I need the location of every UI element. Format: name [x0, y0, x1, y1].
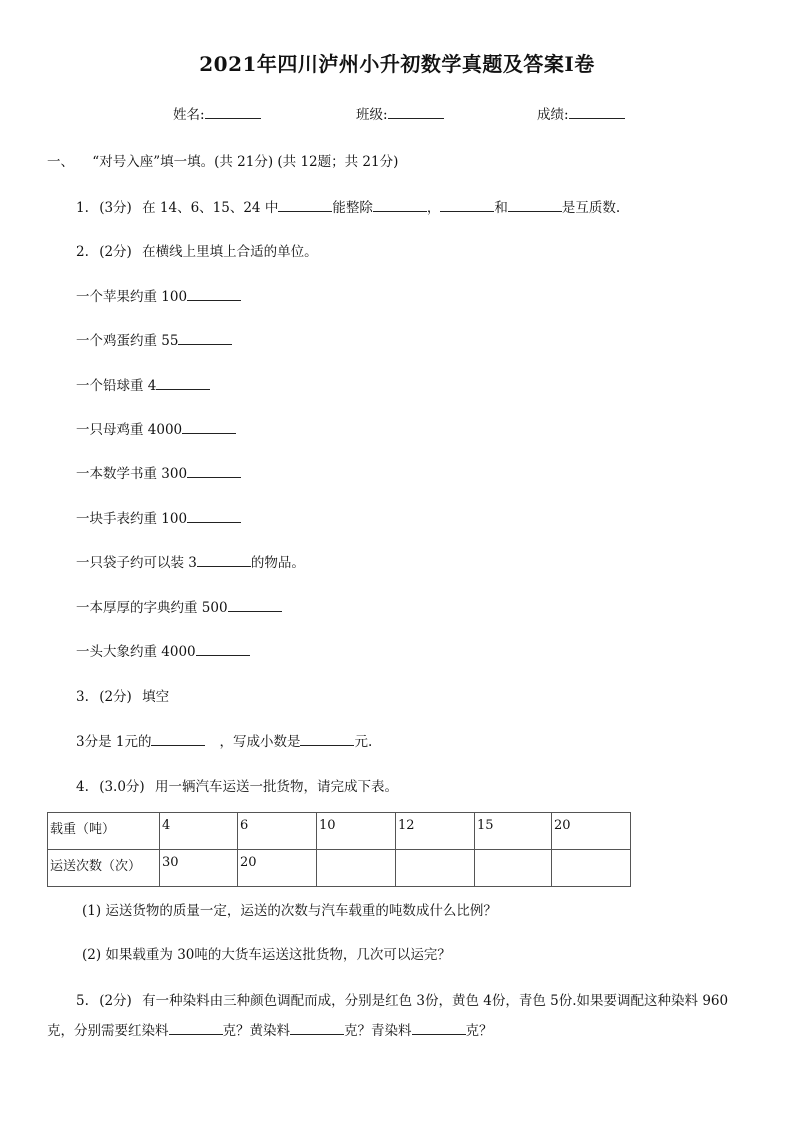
section-number: 一、	[47, 154, 74, 170]
question-number: 3.	[76, 689, 89, 705]
table-cell	[475, 850, 552, 887]
list-item	[76, 374, 210, 394]
question-text: 克？	[465, 1023, 493, 1039]
list-item	[76, 551, 305, 571]
question-text: 填空	[142, 689, 170, 705]
question-text: 在 14、6、15、24 中	[142, 200, 279, 216]
answer-blank	[151, 732, 205, 746]
score-blank	[569, 105, 625, 119]
answer-blank	[169, 1021, 223, 1035]
list-item	[76, 462, 241, 482]
question-text: 有一种染料由三种颜色调配而成，分别是红色 3份，黄色 4份，青色 5份.如果要调配这种染料 960	[142, 993, 729, 1009]
question-text: 是互质数.	[561, 200, 621, 216]
answer-blank	[228, 598, 282, 612]
class-field	[356, 103, 444, 123]
list-item	[76, 329, 232, 349]
item-text: 一只袋子约可以装 3	[76, 555, 197, 571]
table-cell	[552, 850, 631, 887]
question-score: (2分)	[99, 689, 132, 705]
question-number: 2.	[76, 244, 89, 260]
question-text: 克，分别需要红染料	[47, 1023, 169, 1039]
name-blank	[205, 105, 261, 119]
item-text: 一本数学书重 300	[76, 466, 188, 482]
question-score: (3分)	[99, 200, 132, 216]
answer-blank	[440, 198, 494, 212]
question-text: 在横线上里填上合适的单位。	[142, 244, 318, 260]
table-cell: 6	[238, 813, 317, 850]
answer-blank	[156, 376, 210, 390]
answer-blank	[178, 331, 232, 345]
table-cell: 运送次数（次）	[48, 850, 160, 887]
item-text: 一本厚厚的字典约重 500	[76, 600, 228, 616]
answer-blank	[196, 642, 250, 656]
answer-blank	[508, 198, 562, 212]
list-item	[76, 418, 236, 438]
fill-text: 元.	[354, 734, 373, 750]
answer-blank	[187, 287, 241, 301]
list-item	[76, 640, 250, 660]
name-field	[173, 103, 261, 123]
item-suffix: 的物品。	[250, 555, 305, 571]
question-4	[76, 775, 398, 795]
question-text: 能整除	[332, 200, 373, 216]
answer-blank	[197, 553, 251, 567]
table-cell: 4	[160, 813, 238, 850]
list-item	[76, 507, 241, 527]
item-text: 一头大象约重 4000	[76, 644, 196, 660]
list-item	[76, 596, 282, 616]
table-cell: 30	[160, 850, 238, 887]
question-score: (2分)	[99, 993, 132, 1009]
item-text: 一个苹果约重 100	[76, 289, 188, 305]
table-cell	[317, 850, 396, 887]
question-text: 克？黄染料	[222, 1023, 290, 1039]
class-label: 班级:	[356, 107, 388, 123]
question-score: (3.0分)	[99, 779, 145, 795]
question-2	[76, 240, 318, 260]
sub-question-1: (1) 运送货物的质量一定，运送的次数与汽车载重的吨数成什么比例？	[82, 903, 497, 919]
q5-continuation	[47, 1019, 493, 1039]
name-label: 姓名:	[173, 107, 205, 123]
answer-blank	[412, 1021, 466, 1035]
answer-blank	[187, 509, 241, 523]
question-text: ，	[426, 200, 441, 216]
table-row	[48, 850, 631, 887]
table-cell: 15	[475, 813, 552, 850]
question-number: 1.	[76, 200, 89, 216]
answer-blank	[290, 1021, 344, 1035]
q3-fill-line	[76, 730, 372, 750]
section-title: “对号入座”填一填。(共 21分) (共 12题；共 21分)	[92, 154, 399, 170]
table-cell: 12	[396, 813, 475, 850]
question-3	[76, 685, 169, 705]
table-cell: 载重（吨）	[48, 813, 160, 850]
question-text: 和	[494, 200, 508, 216]
answer-blank	[300, 732, 354, 746]
question-1	[76, 196, 620, 216]
item-text: 一只母鸡重 4000	[76, 422, 183, 438]
table-cell: 20	[552, 813, 631, 850]
class-blank	[388, 105, 444, 119]
fill-text: 3分是 1元的	[76, 734, 152, 750]
question-text: 克？青染料	[344, 1023, 412, 1039]
table-cell	[396, 850, 475, 887]
table-row	[48, 813, 631, 850]
answer-blank	[187, 464, 241, 478]
item-text: 一个铅球重 4	[76, 378, 157, 394]
item-text: 一个鸡蛋约重 55	[76, 333, 179, 349]
page-title: 2021年四川泸州小升初数学真题及答案Ⅰ卷	[199, 52, 595, 76]
question-5	[76, 989, 728, 1009]
answer-blank	[373, 198, 427, 212]
score-label: 成绩:	[537, 107, 569, 123]
item-text: 一块手表约重 100	[76, 511, 188, 527]
sub-question-2: (2) 如果载重为 30吨的大货车运送这批货物，几次可以运完？	[82, 947, 451, 963]
section-heading	[47, 150, 398, 170]
question-number: 4.	[76, 779, 89, 795]
table-cell: 10	[317, 813, 396, 850]
fill-text: ，写成小数是	[219, 734, 301, 750]
question-text: 用一辆汽车运送一批货物，请完成下表。	[155, 779, 398, 795]
score-field	[537, 103, 625, 123]
question-score: (2分)	[99, 244, 132, 260]
table-cell: 20	[238, 850, 317, 887]
question-number: 5.	[76, 993, 89, 1009]
list-item	[76, 285, 241, 305]
answer-blank	[278, 198, 332, 212]
data-table	[47, 812, 631, 887]
answer-blank	[182, 420, 236, 434]
